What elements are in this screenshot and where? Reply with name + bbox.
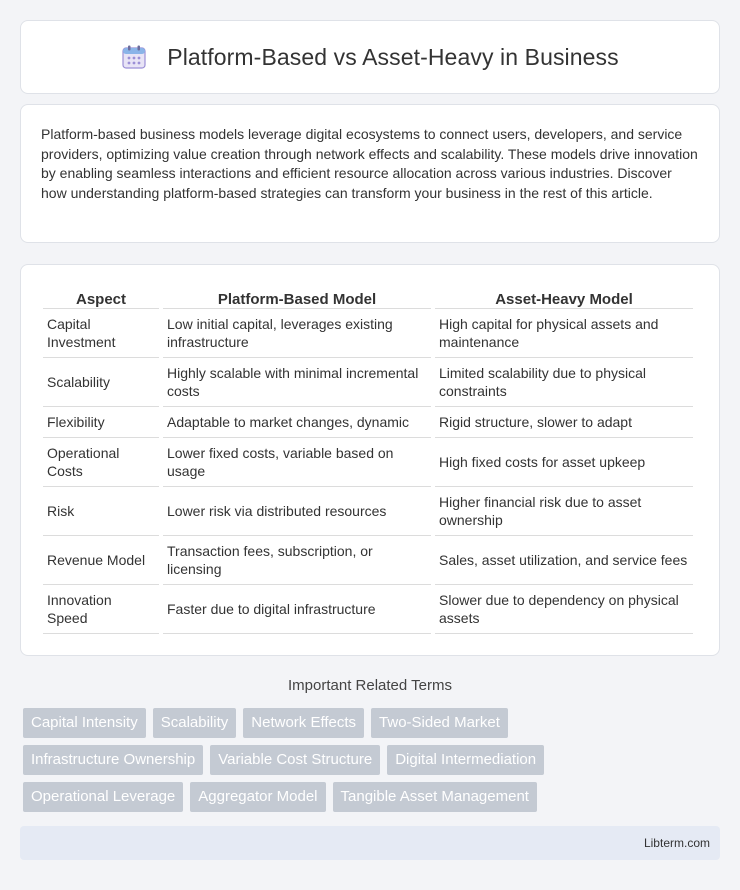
related-terms-tags [23, 708, 723, 819]
table-row [43, 438, 693, 487]
tag-row [23, 745, 723, 775]
column-header-platform: Platform-Based Model [163, 285, 431, 309]
tag-two-sided-market[interactable]: Two-Sided Market [371, 708, 508, 738]
platform-cell: Highly scalable with minimal incremental costs [163, 358, 431, 407]
tag-scalability[interactable]: Scalability [153, 708, 237, 738]
tag-variable-cost-structure[interactable]: Variable Cost Structure [210, 745, 380, 775]
platform-cell: Transaction fees, subscription, or licensing [163, 536, 431, 585]
asset-heavy-cell: High fixed costs for asset upkeep [435, 438, 693, 487]
tag-tangible-asset-management[interactable]: Tangible Asset Management [333, 782, 537, 812]
platform-cell: Adaptable to market changes, dynamic [163, 407, 431, 438]
header-card [20, 20, 720, 94]
intro-card [20, 104, 720, 243]
related-terms-title: Important Related Terms [288, 677, 452, 694]
table-row [43, 358, 693, 407]
aspect-cell: Risk [43, 487, 159, 536]
tag-infrastructure-ownership[interactable]: Infrastructure Ownership [23, 745, 203, 775]
table-row [43, 407, 693, 438]
platform-cell: Lower fixed costs, variable based on usage [163, 438, 431, 487]
asset-heavy-cell: Higher financial risk due to asset ownership [435, 487, 693, 536]
table-row [43, 309, 693, 358]
table-row [43, 536, 693, 585]
platform-cell: Faster due to digital infrastructure [163, 585, 431, 634]
tag-row [23, 708, 723, 738]
table-row [43, 585, 693, 634]
asset-heavy-cell: Sales, asset utilization, and service fees [435, 536, 693, 585]
tag-digital-intermediation[interactable]: Digital Intermediation [387, 745, 544, 775]
tag-capital-intensity[interactable]: Capital Intensity [23, 708, 146, 738]
aspect-cell: Capital Investment [43, 309, 159, 358]
asset-heavy-cell: High capital for physical assets and maintenance [435, 309, 693, 358]
calendar-icon [121, 44, 147, 70]
tag-aggregator-model[interactable]: Aggregator Model [190, 782, 325, 812]
aspect-cell: Operational Costs [43, 438, 159, 487]
intro-text: Platform-based business models leverage digital ecosystems to connect users, developers, and service providers, optimizing value creation through network effects and scalability. These models drive innovation by enabling seamless interactions and efficient resource allocation across various industries. Discover how understanding platform-based strategies can transform your business in the rest of this article. [41, 126, 698, 201]
tag-row [23, 782, 723, 812]
aspect-cell: Flexibility [43, 407, 159, 438]
aspect-cell: Revenue Model [43, 536, 159, 585]
aspect-cell: Scalability [43, 358, 159, 407]
page-title: Platform-Based vs Asset-Heavy in Business [167, 43, 619, 70]
footer-site-link[interactable]: Libterm.com [643, 836, 710, 850]
column-header-aspect: Aspect [43, 285, 159, 309]
footer [20, 826, 720, 860]
asset-heavy-cell: Limited scalability due to physical constraints [435, 358, 693, 407]
comparison-table [39, 285, 697, 634]
aspect-cell: Innovation Speed [43, 585, 159, 634]
comparison-table-card [20, 264, 720, 656]
platform-cell: Lower risk via distributed resources [163, 487, 431, 536]
platform-cell: Low initial capital, leverages existing infrastructure [163, 309, 431, 358]
table-header-row [43, 285, 693, 309]
column-header-asset-heavy: Asset-Heavy Model [435, 285, 693, 309]
asset-heavy-cell: Rigid structure, slower to adapt [435, 407, 693, 438]
table-row [43, 487, 693, 536]
tag-network-effects[interactable]: Network Effects [243, 708, 364, 738]
tag-operational-leverage[interactable]: Operational Leverage [23, 782, 183, 812]
asset-heavy-cell: Slower due to dependency on physical assets [435, 585, 693, 634]
